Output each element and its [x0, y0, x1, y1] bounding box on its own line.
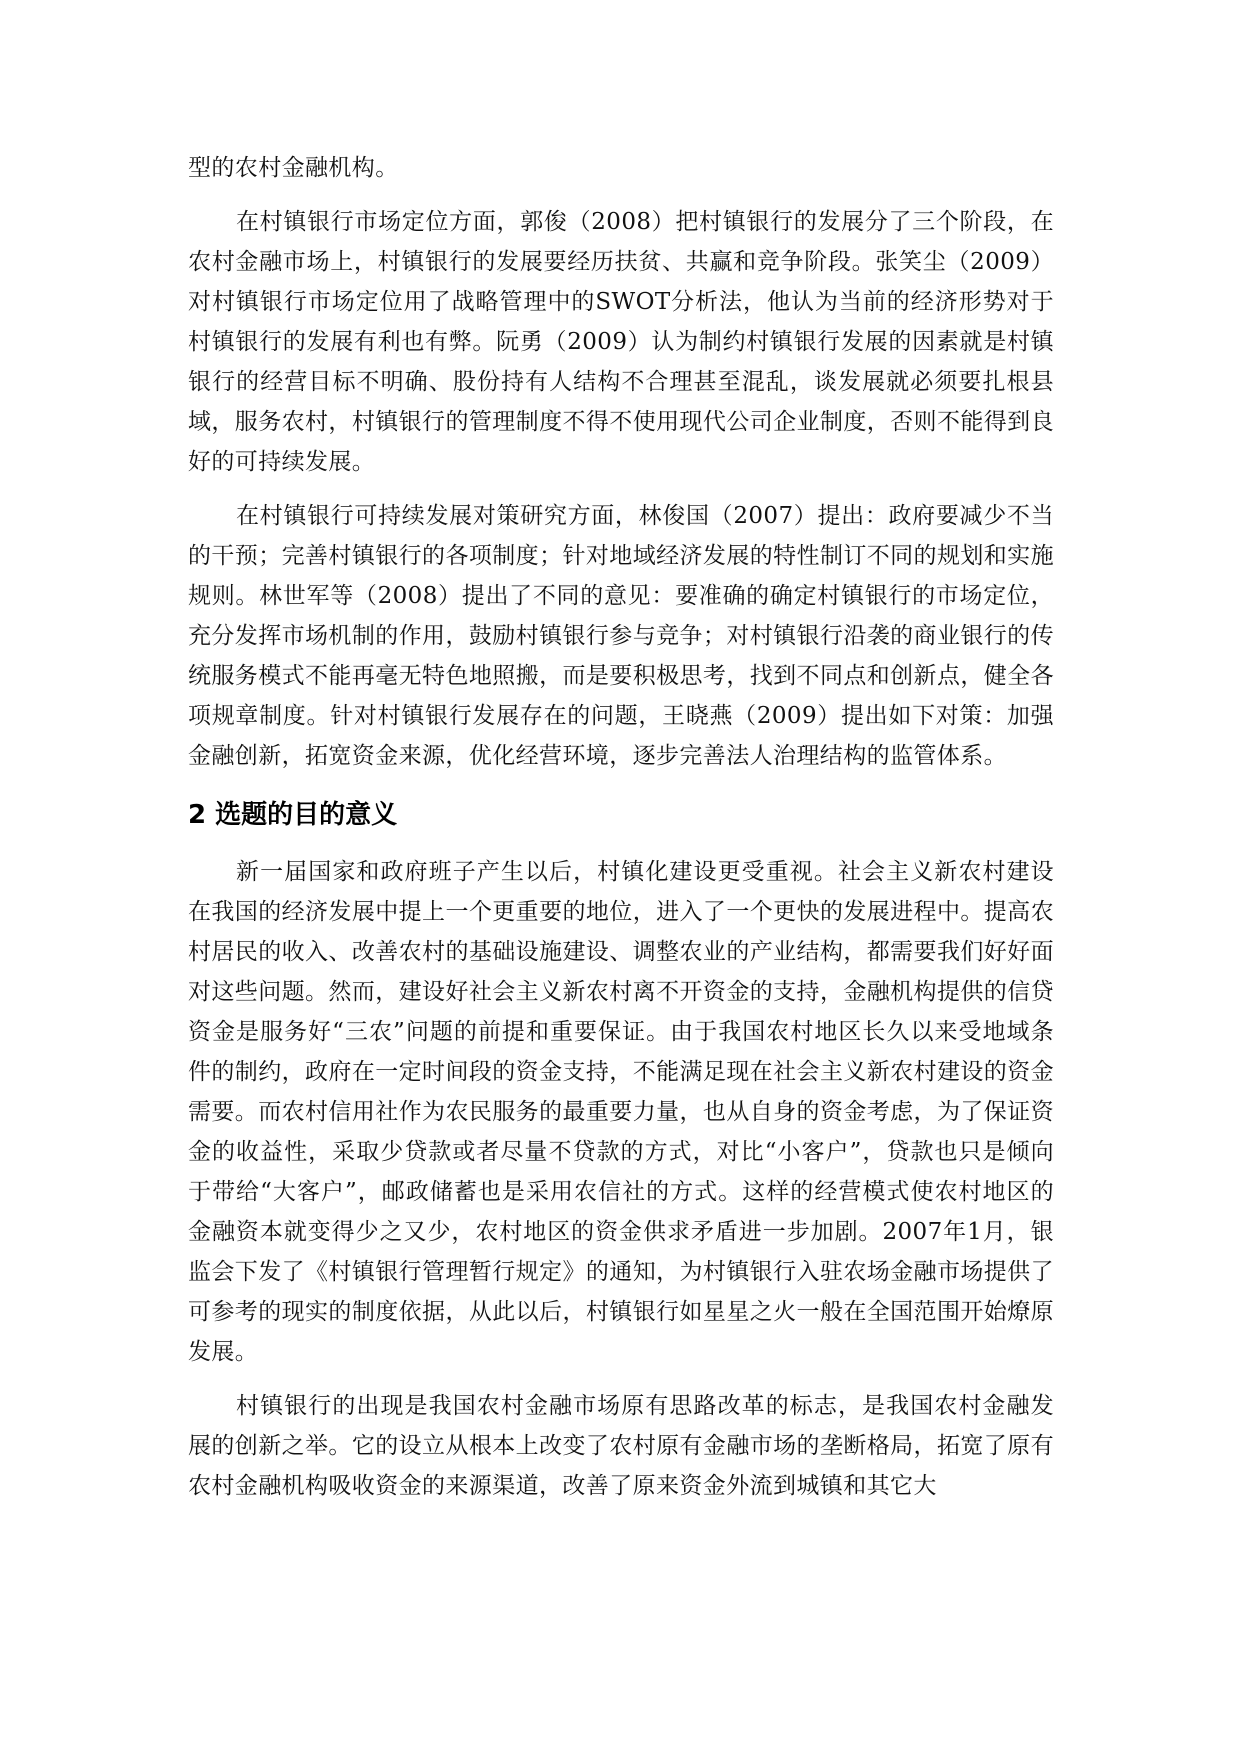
- page-body: [188, 148, 1054, 1520]
- paragraph-background: 新一届国家和政府班子产生以后，村镇化建设更受重视。社会主义新农村建设在我国的经济发展中提上一个更重要的地位，进入了一个更快的发展进程中。提高农村居民的收入、改善农村的基础设施建设、调整农业的产业结构，都需要我们好好面对这些问题。然而，建设好社会主义新农村离不开资金的支持，金融机构提供的信贷资金是服务好“三农”问题的前提和重要保证。由于我国农村地区长久以来受地域条件的制约，政府在一定时间段的资金支持，不能满足现在社会主义新农村建设的资金需要。而农村信用社作为农民服务的最重要力量，也从自身的资金考虑，为了保证资金的收益性，采取少贷款或者尽量不贷款的方式，对比“小客户”，贷款也只是倾向于带给“大客户”，邮政储蓄也是采用农信社的方式。这样的经营模式使农村地区的金融资本就变得少之又少，农村地区的资金供求矛盾进一步加剧。2007年1月，银监会下发了《村镇银行管理暂行规定》的通知，为村镇银行入驻农场金融市场提供了可参考的现实的制度依据，从此以后，村镇银行如星星之火一般在全国范围开始燎原发展。: [188, 859, 1054, 1365]
- paragraph-sustainable-development: 在村镇银行可持续发展对策研究方面，林俊国（2007）提出：政府要减少不当的干预；完善村镇银行的各项制度；针对地域经济发展的特性制订不同的规划和实施规则。林世军等（2008）提出了不同的意见：要准确的确定村镇银行的市场定位，充分发挥市场机制的作用，鼓励村镇银行参与竞争；对村镇银行沿袭的商业银行的传统服务模式不能再毫无特色地照搬，而是要积极思考，找到不同点和创新点，健全各项规章制度。针对村镇银行发展存在的问题，王晓燕（2009）提出如下对策：加强金融创新，拓宽资金来源，优化经营环境，逐步完善法人治理结构的监管体系。: [188, 503, 1054, 769]
- paragraph-market-positioning: 在村镇银行市场定位方面，郭俊（2008）把村镇银行的发展分了三个阶段，在农村金融市场上，村镇银行的发展要经历扶贫、共赢和竞争阶段。张笑尘（2009）对村镇银行市场定位用了战略管理中的SWOT分析法，他认为当前的经济形势对于村镇银行的发展有利也有弊。阮勇（2009）认为制约村镇银行发展的因素就是村镇银行的经营目标不明确、股份持有人结构不合理甚至混乱，谈发展就必须要扎根县域，服务农村，村镇银行的管理制度不得不使用现代公司企业制度，否则不能得到良好的可持续发展。: [188, 209, 1054, 475]
- paragraph-continuation: 型的农村金融机构。: [188, 155, 399, 181]
- paragraph-significance: 村镇银行的出现是我国农村金融市场原有思路改革的标志，是我国农村金融发展的创新之举。它的设立从根本上改变了农村原有金融市场的垄断格局，拓宽了原有农村金融机构吸收资金的来源渠道，改善了原来资金外流到城镇和其它大: [188, 1393, 1054, 1499]
- section-heading: 2 选题的目的意义: [188, 800, 398, 830]
